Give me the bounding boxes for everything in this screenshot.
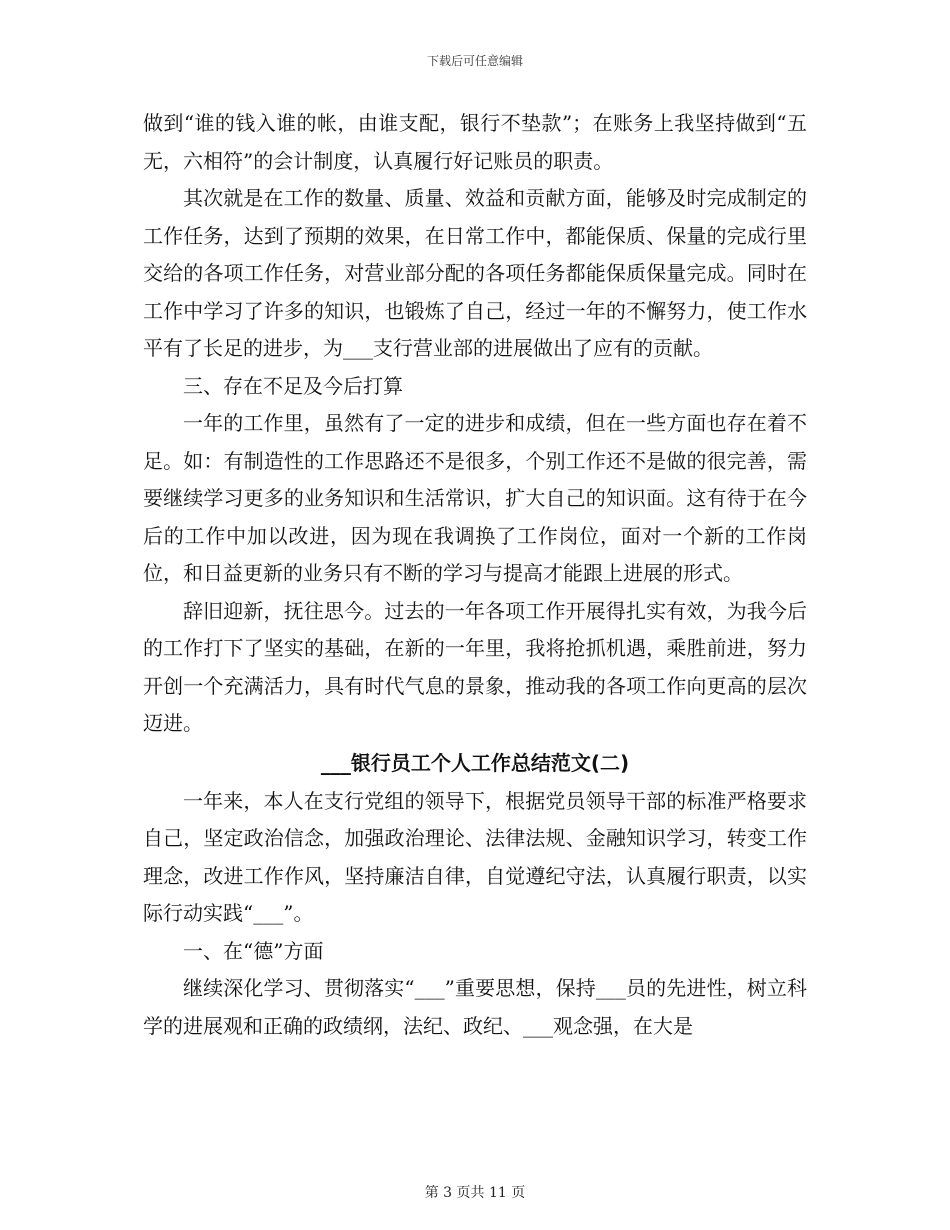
document-title: ___银行员工个人工作总结范文(二) [320,750,630,775]
section-heading-virtue: 一、在“德”方面 [183,938,324,963]
page-header: 下载后可任意编辑 [426,54,523,68]
document-body [143,105,807,1045]
paragraph-shortcomings: 一年的工作里，虽然有了一定的进步和成绩，但在一些方面也存在着不足。如：有制造性的工作思路还不是很多，个别工作还不是做的很完善，需要继续学习更多的业务知识和生活常识，扩大自己的知识面。这有待于在今后的工作中加以改进，因为现在我调换了工作岗位，面对一个新的工作岗位，和日益更新的业务只有不断的学习与提高才能跟上进展的形式。 [143,411,807,585]
section-heading-shortcomings: 三、存在不足及今后打算 [183,373,403,398]
paragraph-work-quality: 其次就是在工作的数量、质量、效益和贡献方面，能够及时完成制定的工作任务，达到了预期的效果，在日常工作中，都能保质、保量的完成行里交给的各项工作任务，对营业部分配的各项任务都能保质保量完成。同时在工作中学习了许多的知识，也锻炼了自己，经过一年的不懈努力，使工作水平有了长足的进步，为___支行营业部的进展做出了应有的贡献。 [143,186,807,360]
page-footer: 第 3 页共 11 页 [424,1185,526,1201]
paragraph-intro: 一年来，本人在支行党组的领导下，根据党员领导干部的标准严格要求自己，坚定政治信念，加强政治理论、法律法规、金融知识学习，转变工作理念，改进工作作风，坚持廉洁自律，自觉遵纪守法，认真履行职责，以实际行动实践“___”。 [143,788,807,925]
paragraph-continuation: 做到“谁的钱入谁的帐，由谁支配，银行不垫款”；在账务上我坚持做到“五无，六相符”的会计制度，认真履行好记账员的职责。 [143,111,807,173]
paragraph-virtue: 继续深化学习、贯彻落实“___”重要思想，保持___员的先进性，树立科学的进展观和正确的政绩纲，法纪、政纪、___观念强，在大是 [143,976,807,1038]
paragraph-outlook: 辞旧迎新，抚往思今。过去的一年各项工作开展得扎实有效，为我今后的工作打下了坚实的基础，在新的一年里，我将抢抓机遇，乘胜前进，努力开创一个充满活力，具有时代气息的景象，推动我的各项工作向更高的层次迈进。 [143,598,807,735]
